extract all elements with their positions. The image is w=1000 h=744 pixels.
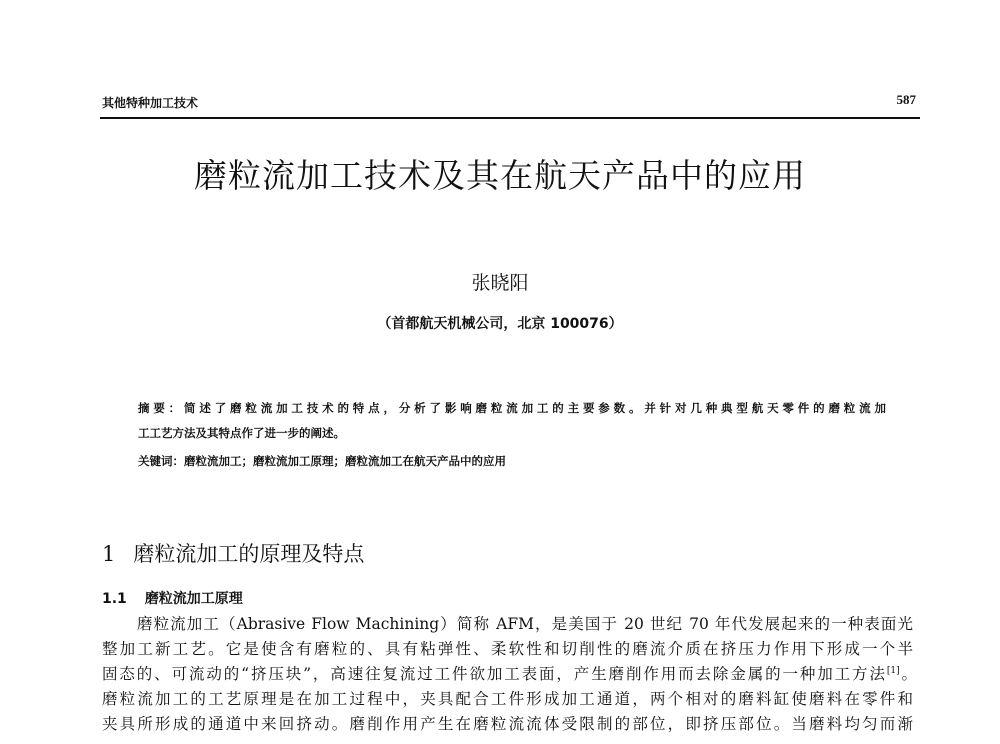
subsection-number: 1.1 [102,591,127,607]
abstract-line: 摘要：简述了磨粒流加工技术的特点，分析了影响磨粒流加工的主要参数。并针对几种典型航天零件的磨粒流加 [138,401,886,415]
subsection-heading [102,588,243,608]
section-number: 1 [102,542,116,566]
section-heading [102,538,382,568]
paper-title: 磨粒流加工技术及其在航天产品中的应用 [194,156,806,195]
paragraph-line: 固态的、可流动的“挤压块”，高速往复流过工件欲加工表面，产生磨削作用而去除金属的一种加工方法[1]。 [102,665,917,683]
author: 张晓阳 [471,272,529,294]
subsection-title: 磨粒流加工原理 [144,591,243,607]
page-number: 587 [896,92,916,107]
abstract [138,400,886,416]
paragraph-line: 磨粒流加工（Abrasive Flow Machining）简称 AFM，是美国于 20 世纪 70 年代发展起来的一种表面光 [137,615,913,633]
paragraph-line: 磨粒流加工的工艺原理是在加工过程中，夹具配合工件形成加工通道，两个相对的磨料缸使磨料在零件和 [102,690,913,708]
affiliation: （首都航天机械公司，北京 100076） [377,316,623,332]
abstract-line: 工工艺方法及其特点作了进一步的阐述。 [138,426,345,440]
running-header: 其他特种加工技术 [102,96,199,110]
section-title: 磨粒流加工的原理及特点 [133,542,365,566]
keywords: 关键词：磨粒流加工；磨粒流加工原理；磨粒流加工在航天产品中的应用 [138,454,506,468]
header-rule [100,117,920,119]
paragraph-line: 整加工新工艺。它是使含有磨粒的、具有粘弹性、柔软性和切削性的磨流介质在挤压力作用下形成一个半 [102,640,913,658]
paragraph-line: 夹具所形成的通道中来回挤动。磨削作用产生在磨粒流流体受限制的部位，即挤压部位。当磨料均匀而渐 [102,715,913,733]
